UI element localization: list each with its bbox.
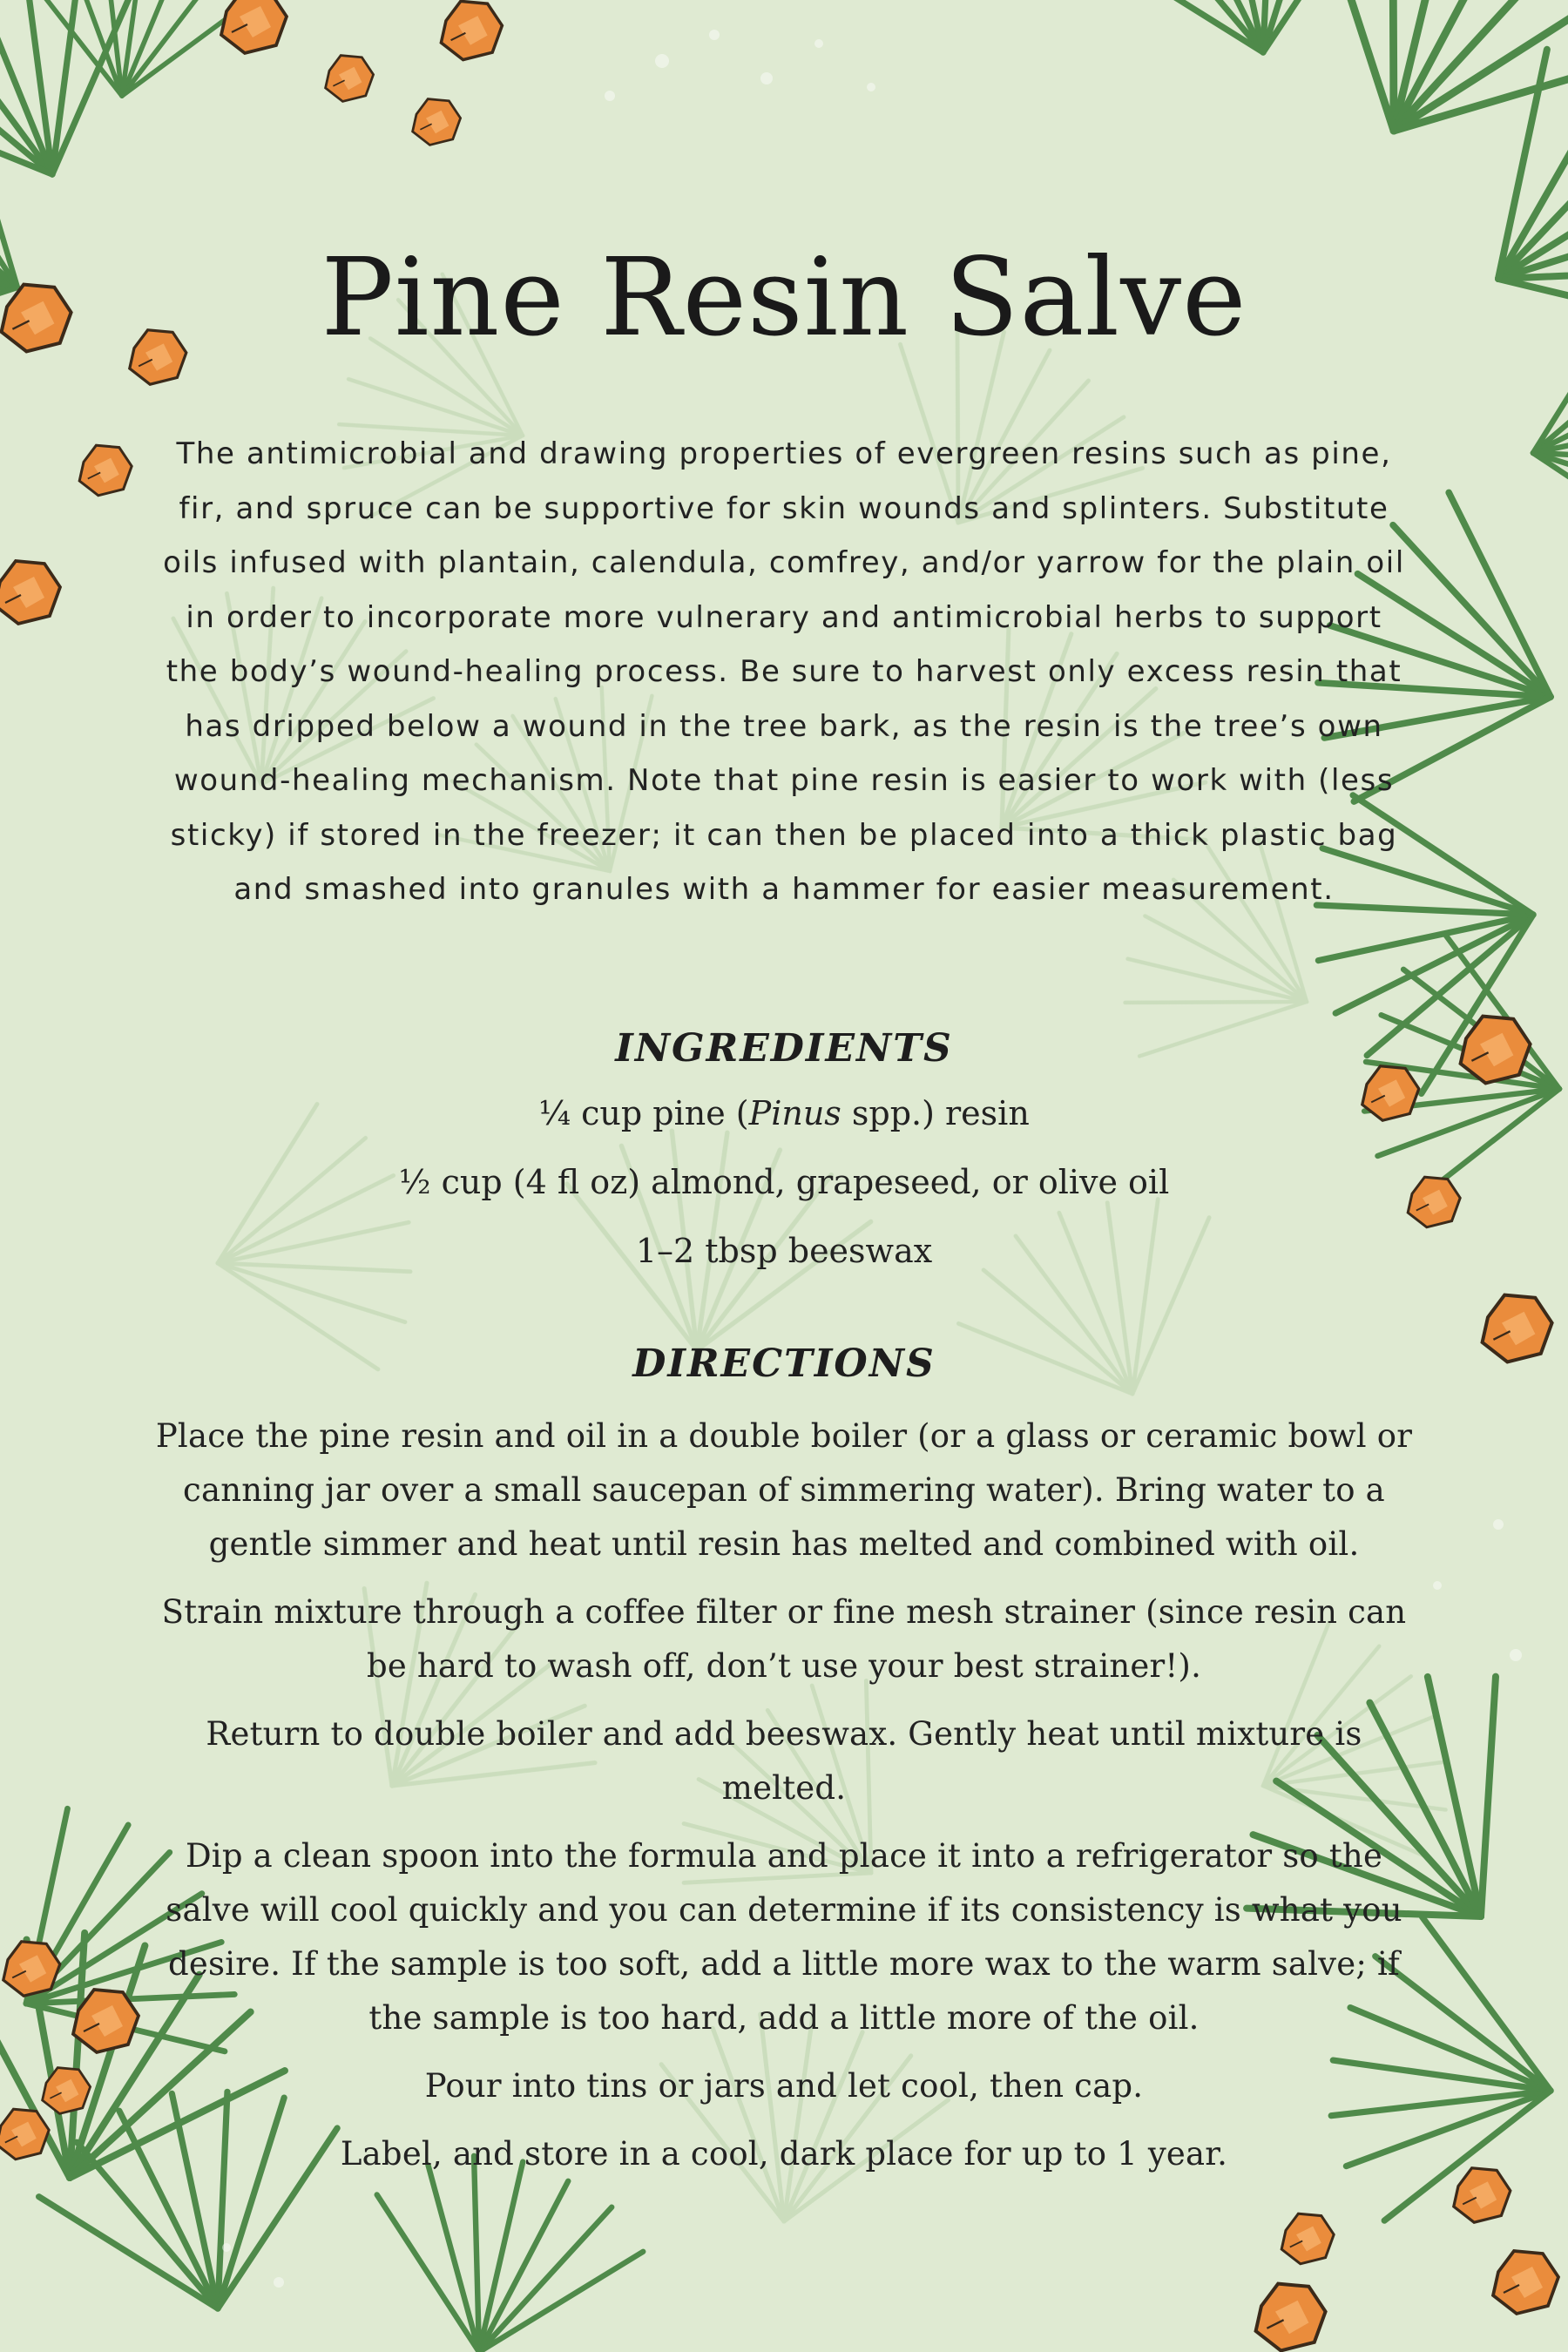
- direction-step: Return to double boiler and add beeswax. Gently heat until mixture is melted.: [206, 1715, 1362, 1807]
- direction-step: Place the pine resin and oil in a double boiler (or a glass or ceramic bowl or canning jar over a small saucepan of simmering water). Bring water to a gentle simmer and heat until resin has melted and combined with oil.: [155, 1417, 1413, 1563]
- ingredient-item: 1–2 tbsp beeswax: [635, 1232, 933, 1270]
- genus-name: Pinus: [748, 1094, 841, 1132]
- ingredients-heading: INGREDIENTS: [615, 1026, 953, 1071]
- ingredient-item: ½ cup (4 fl oz) almond, grapeseed, or olive oil: [398, 1163, 1170, 1201]
- direction-step: Strain mixture through a coffee filter or fine mesh strainer (since resin can be hard to wash off, don’t use your best strainer!).: [161, 1593, 1407, 1685]
- direction-step: Dip a clean spoon into the formula and place it into a refrigerator so the salve will cool quickly and you can determine if its consistency is what you desire. If the sample is too soft, add a little more wax to the warm salve; if the sample is too hard, add a little more of the oil.: [166, 1837, 1402, 2037]
- directions-heading: DIRECTIONS: [632, 1342, 936, 1386]
- page-title: Pine Resin Salve: [321, 235, 1247, 361]
- ingredient-text: ¼ cup pine (: [538, 1094, 749, 1132]
- ingredient-text: spp.) resin: [841, 1094, 1030, 1132]
- ingredient-item: [148, 1096, 1420, 1131]
- directions-list: [148, 1409, 1420, 2195]
- direction-step: Pour into tins or jars and let cool, then cap.: [424, 2067, 1144, 2105]
- intro-paragraph: The antimicrobial and drawing properties of evergreen resins such as pine, fir, and spruce can be supportive for skin wounds and splinters. Substitute oils infused with plantain, calendula, comfrey, and/or yarrow for the plain oil in order to incorporate more vulnerary and antimicrobial herbs to support the body’s wound-healing process. Be sure to harvest only excess resin that has dripped below a wound in the tree bark, as the resin is the tree’s own wound-healing mechanism. Note that pine resin is easier to work with (less sticky) if stored in the freezer; it can then be placed into a thick plastic bag and smashed into granules with a hammer for easier measurement.: [163, 436, 1405, 907]
- ingredients-list: [148, 1096, 1420, 1302]
- direction-step: Label, and store in a cool, dark place for up to 1 year.: [340, 2135, 1228, 2173]
